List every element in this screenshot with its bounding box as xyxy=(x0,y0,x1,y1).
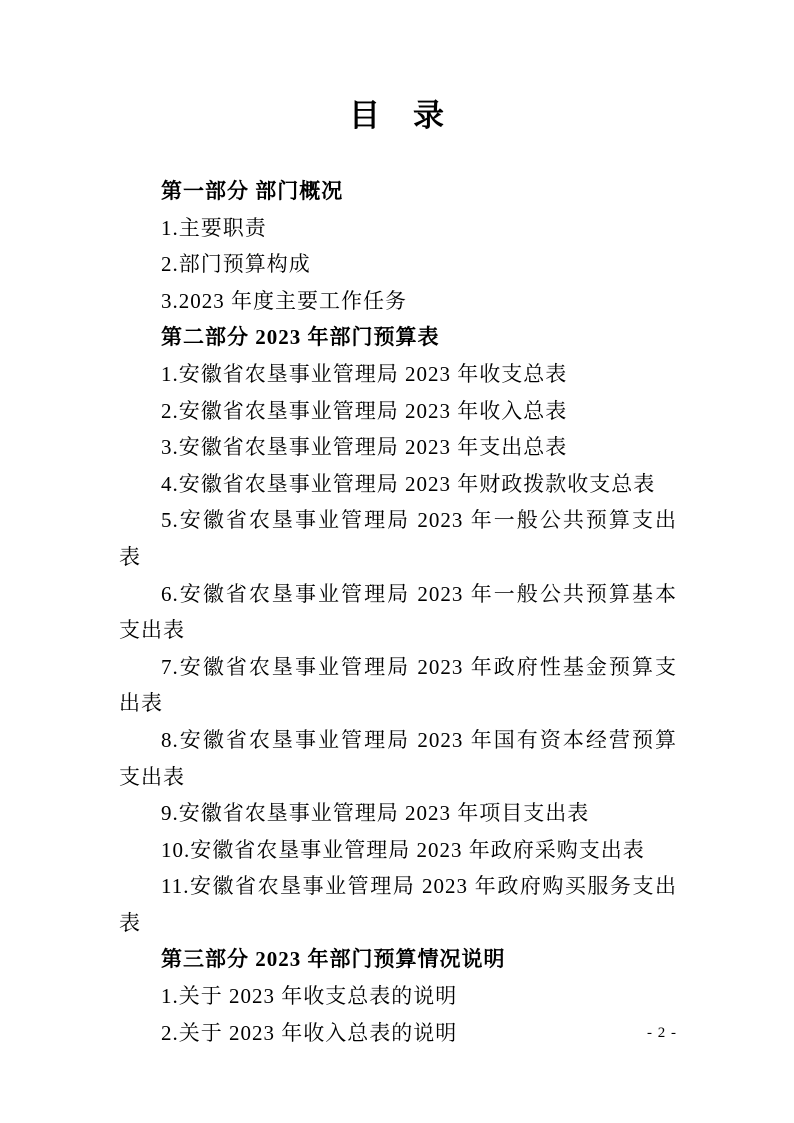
doc-title: 目 录 xyxy=(349,98,445,133)
toc-section xyxy=(119,173,677,319)
toc-item: 1.关于 2023 年收支总表的说明 xyxy=(161,984,458,1009)
section-items xyxy=(119,356,677,942)
toc-section xyxy=(119,319,677,941)
toc-item: 2.关于 2023 年收入总表的说明 xyxy=(161,1020,458,1045)
toc-item: 9.安徽省农垦事业管理局 2023 年项目支出表 xyxy=(161,801,590,826)
toc-item: 7.安徽省农垦事业管理局 2023 年政府性基金预算支出表 xyxy=(119,654,677,716)
section-header: 第三部分 2023 年部门预算情况说明 xyxy=(161,947,506,972)
toc-item: 10.安徽省农垦事业管理局 2023 年政府采购支出表 xyxy=(161,837,645,862)
toc-item: 5.安徽省农垦事业管理局 2023 年一般公共预算支出表 xyxy=(119,508,677,569)
toc-content xyxy=(119,173,677,1051)
toc-item: 4.安徽省农垦事业管理局 2023 年财政拨款收支总表 xyxy=(161,471,656,496)
toc-item: 1.安徽省农垦事业管理局 2023 年收支总表 xyxy=(161,361,568,386)
toc-item: 3.2023 年度主要工作任务 xyxy=(161,288,407,313)
section-items xyxy=(119,210,677,320)
toc-item: 6.安徽省农垦事业管理局 2023 年一般公共预算基本支出表 xyxy=(119,581,677,643)
page-number: - 2 - xyxy=(647,1025,677,1041)
toc-item: 11.安徽省农垦事业管理局 2023 年政府购买服务支出表 xyxy=(119,874,677,935)
toc-item: 2.安徽省农垦事业管理局 2023 年收入总表 xyxy=(161,398,568,423)
section-header: 第一部分 部门概况 xyxy=(161,179,344,203)
toc-item: 3.安徽省农垦事业管理局 2023 年支出总表 xyxy=(161,435,568,460)
toc-item: 8.安徽省农垦事业管理局 2023 年国有资本经营预算支出表 xyxy=(119,727,677,789)
section-header: 第二部分 2023 年部门预算表 xyxy=(161,325,440,350)
toc-item: 1.主要职责 xyxy=(161,215,267,240)
toc-item: 2.部门预算构成 xyxy=(161,252,311,277)
